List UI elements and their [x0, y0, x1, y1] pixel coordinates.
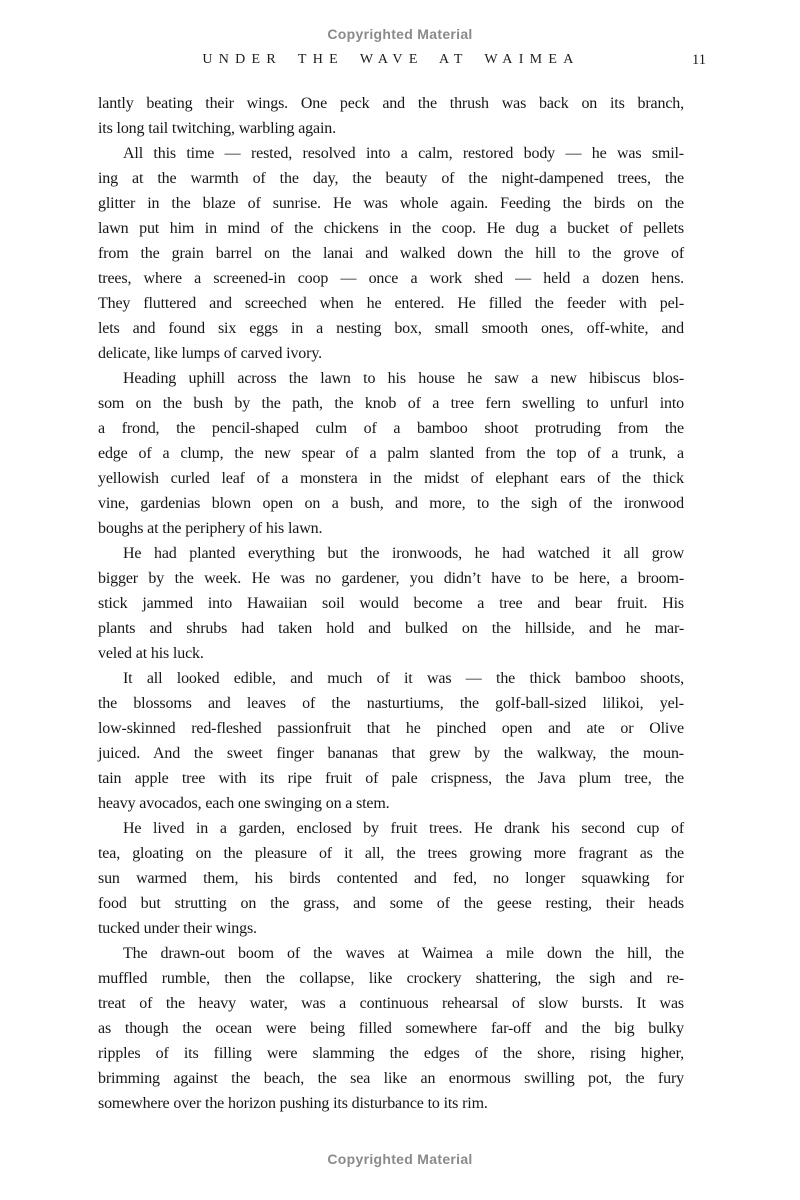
text-line: its long tail twitching, warbling again. — [98, 120, 336, 137]
text-line: somewhere over the horizon pushing its disturbance to its rim. — [98, 1095, 488, 1112]
text-line: som on the bush by the path, the knob of a tree fern swelling to unfurl into — [98, 395, 684, 412]
paragraph — [98, 816, 684, 941]
text-line: glitter in the blaze of sunrise. He was whole again. Feeding the birds on the — [98, 195, 684, 212]
text-line: lantly beating their wings. One peck and the thrush was back on its branch, — [98, 95, 684, 112]
text-line: juiced. And the sweet finger bananas that grew by the walkway, the moun- — [98, 745, 684, 762]
text-line: tea, gloating on the pleasure of it all, the trees growing more fragrant as the — [98, 845, 684, 862]
body-text — [98, 91, 684, 1116]
text-line: He had planted everything but the ironwoods, he had watched it all grow — [123, 545, 684, 562]
text-line: low-skinned red-fleshed passionfruit that he pinched open and ate or Olive — [98, 720, 684, 737]
text-line: muffled rumble, then the collapse, like crockery shattering, the sigh and re- — [98, 970, 684, 987]
text-line: The drawn-out boom of the waves at Waimea a mile down the hill, the — [123, 945, 684, 962]
text-line: It all looked edible, and much of it was — the thick bamboo shoots, — [123, 670, 684, 687]
text-line: bigger by the week. He was no gardener, you didn’t have to be here, a broom- — [98, 570, 684, 587]
text-line: He lived in a garden, enclosed by fruit trees. He drank his second cup of — [123, 820, 684, 837]
text-line: ripples of its filling were slamming the edges of the shore, rising higher, — [98, 1045, 684, 1062]
text-line: heavy avocados, each one swinging on a stem. — [98, 795, 390, 812]
text-line: ing at the warmth of the day, the beauty of the night-dampened trees, the — [98, 170, 684, 187]
text-line: tucked under their wings. — [98, 920, 257, 937]
page-header — [98, 52, 706, 72]
text-line: boughs at the periphery of his lawn. — [98, 520, 323, 537]
paragraph — [98, 141, 684, 366]
text-line: tain apple tree with its ripe fruit of pale crispness, the Java plum tree, the — [98, 770, 684, 787]
text-line: All this time — rested, resolved into a calm, restored body — he was smil- — [123, 145, 684, 162]
copyright-notice-top: Copyrighted Material — [327, 26, 473, 42]
text-line: plants and shrubs had taken hold and bulked on the hillside, and he mar- — [98, 620, 684, 637]
text-line: stick jammed into Hawaiian soil would become a tree and bear fruit. His — [98, 595, 684, 612]
text-line: delicate, like lumps of carved ivory. — [98, 345, 322, 362]
paragraph — [98, 366, 684, 541]
paragraph — [98, 541, 684, 666]
text-line: a frond, the pencil-shaped culm of a bamboo shoot protruding from the — [98, 420, 684, 437]
text-line: from the grain barrel on the lanai and walked down the hill to the grove of — [98, 245, 684, 262]
page-number: 11 — [692, 52, 706, 68]
running-header: UNDER THE WAVE AT WAIMEA — [202, 52, 580, 67]
paragraph — [98, 91, 684, 141]
text-line: as though the ocean were being filled somewhere far-off and the big bulky — [98, 1020, 684, 1037]
text-line: brimming against the beach, the sea like an enormous swilling pot, the fury — [98, 1070, 684, 1087]
text-line: yellowish curled leaf of a monstera in the midst of elephant ears of the thick — [98, 470, 684, 487]
text-line: veled at his luck. — [98, 645, 204, 662]
text-line: vine, gardenias blown open on a bush, and more, to the sigh of the ironwood — [98, 495, 684, 512]
text-line: lets and found six eggs in a nesting box, small smooth ones, off-white, and — [98, 320, 684, 337]
text-line: treat of the heavy water, was a continuous rehearsal of slow bursts. It was — [98, 995, 684, 1012]
text-line: trees, where a screened-in coop — once a work shed — held a dozen hens. — [98, 270, 684, 287]
copyright-notice-bottom: Copyrighted Material — [327, 1151, 473, 1167]
text-line: food but strutting on the grass, and some of the geese resting, their heads — [98, 895, 684, 912]
text-line: sun warmed them, his birds contented and fed, no longer squawking for — [98, 870, 684, 887]
text-line: edge of a clump, the new spear of a palm slanted from the top of a trunk, a — [98, 445, 684, 462]
paragraph — [98, 666, 684, 816]
text-line: the blossoms and leaves of the nasturtiums, the golf-ball-sized lilikoi, yel- — [98, 695, 684, 712]
text-line: They fluttered and screeched when he entered. He filled the feeder with pel- — [98, 295, 684, 312]
paragraph — [98, 941, 684, 1116]
text-line: lawn put him in mind of the chickens in the coop. He dug a bucket of pellets — [98, 220, 684, 237]
text-line: Heading uphill across the lawn to his house he saw a new hibiscus blos- — [123, 370, 684, 387]
